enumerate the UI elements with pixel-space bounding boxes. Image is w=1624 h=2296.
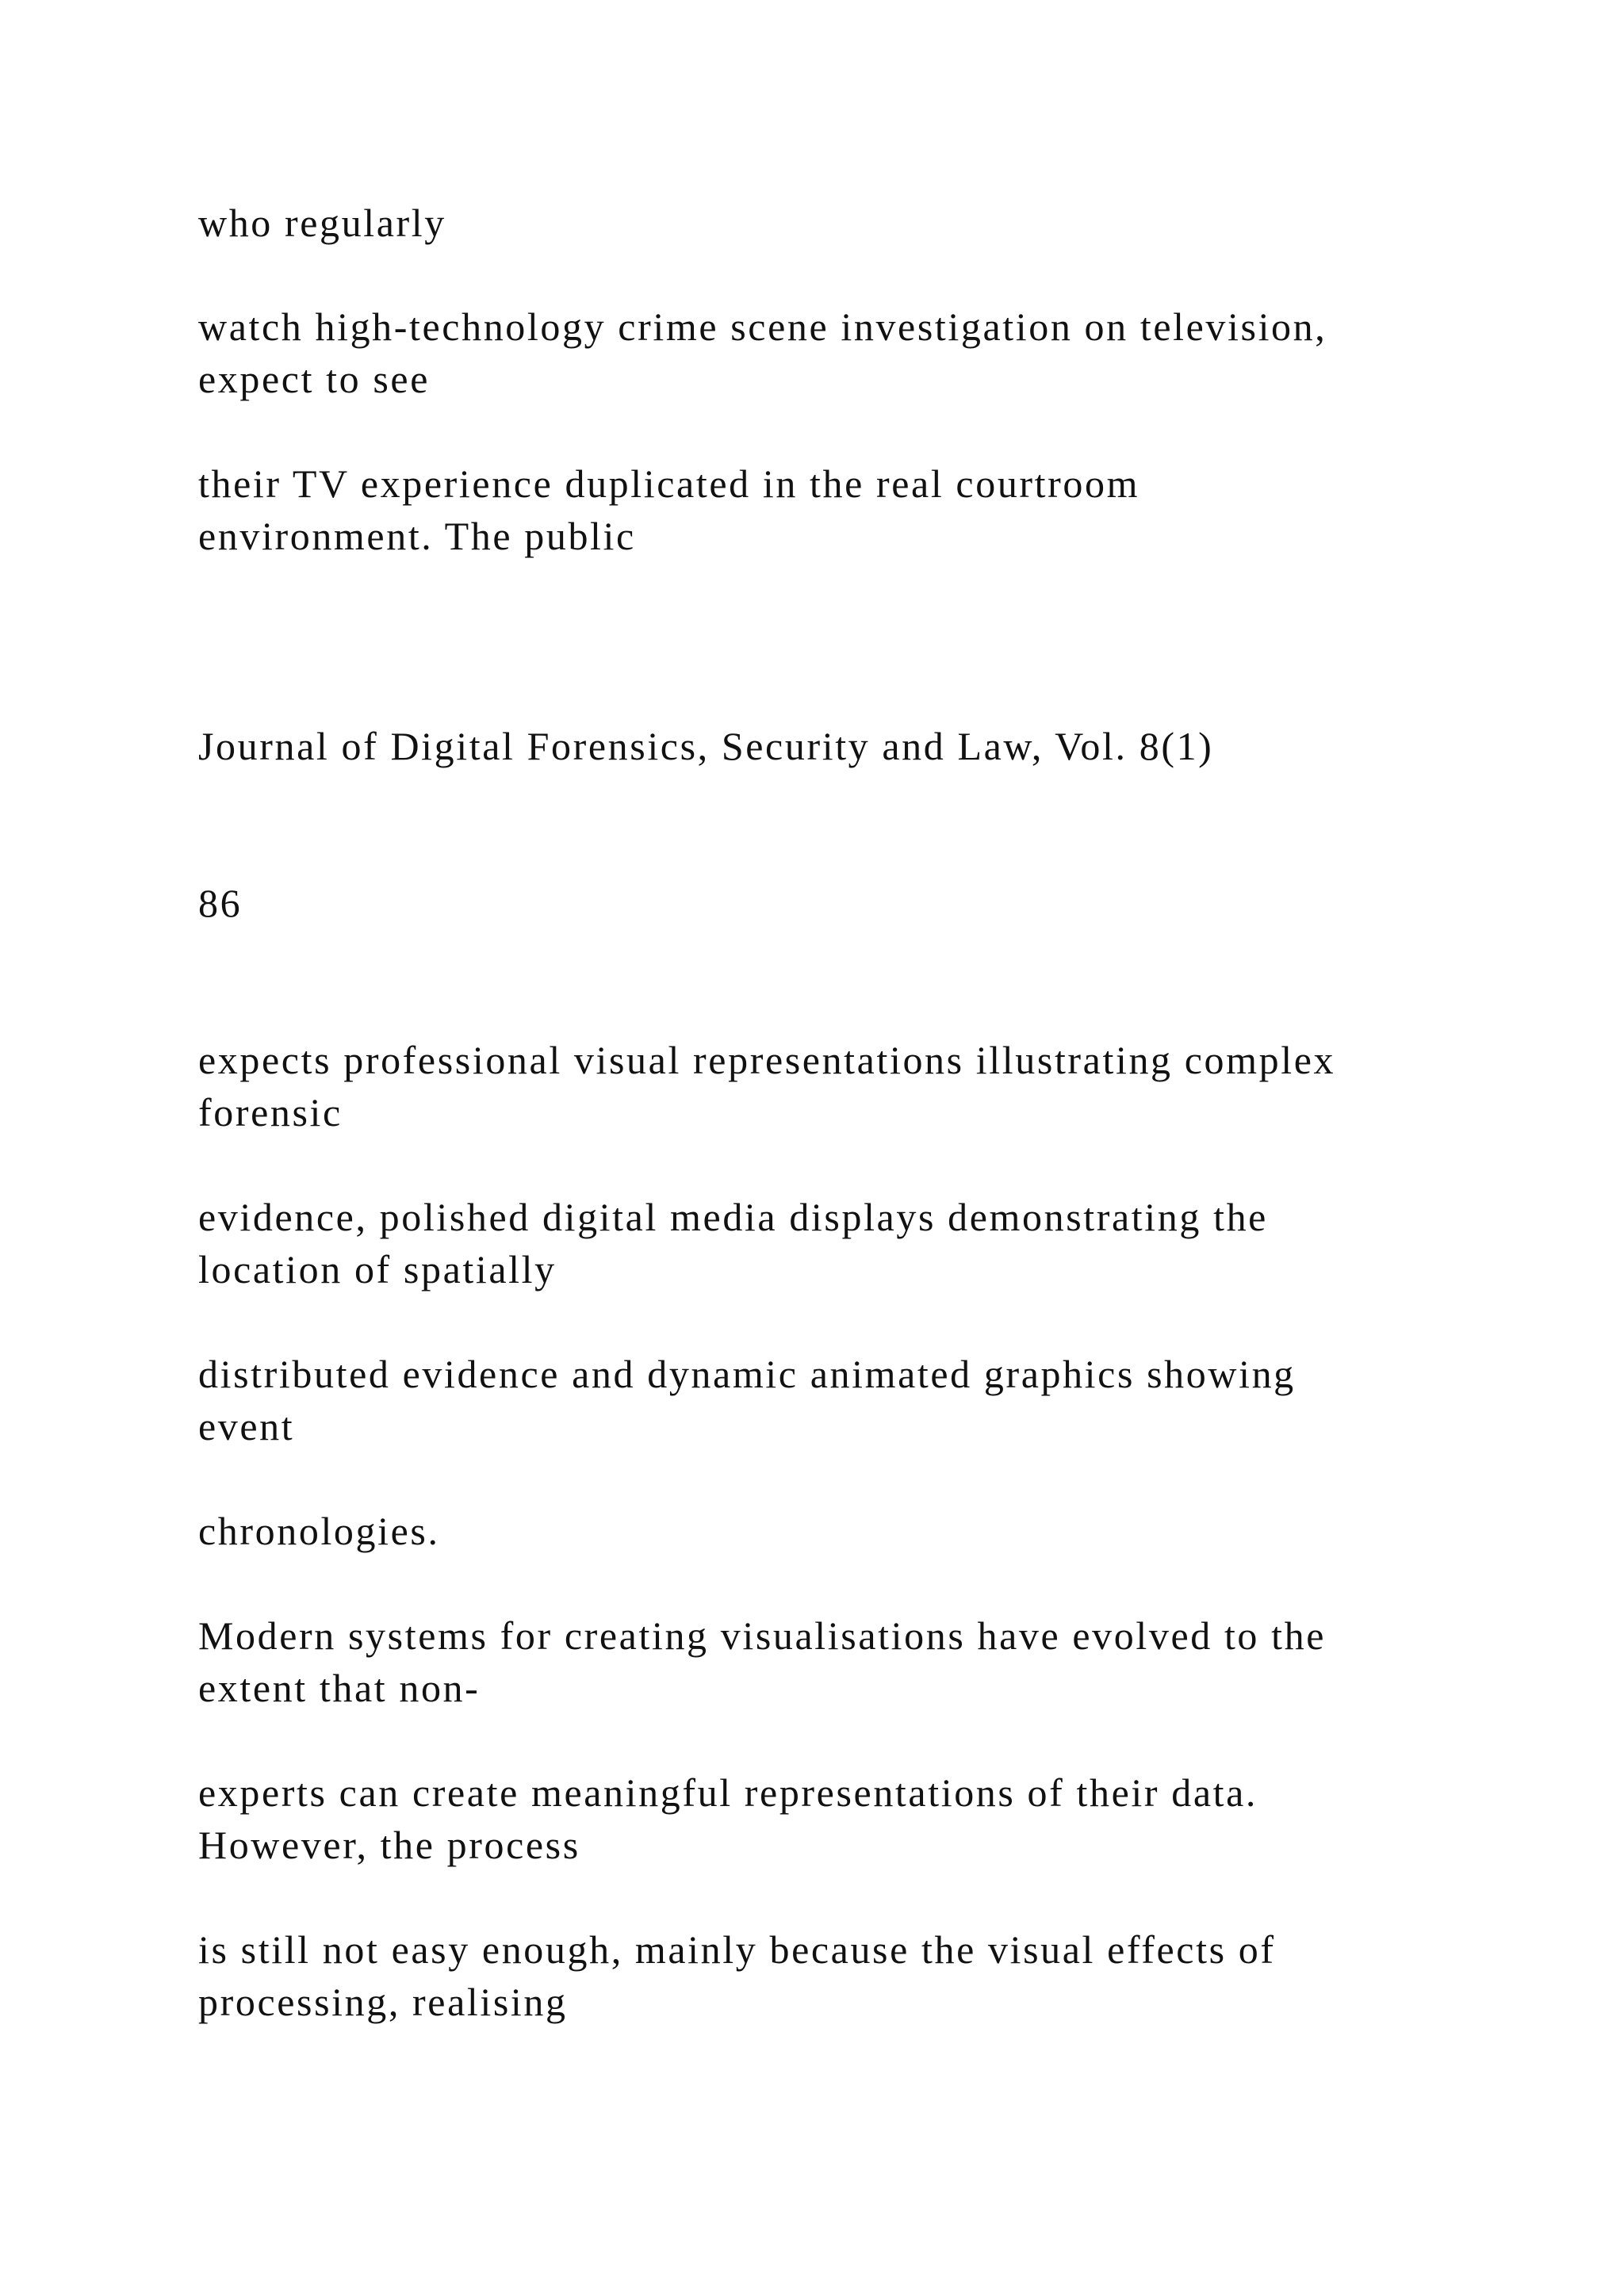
- paragraph-tv-experience: [198, 457, 1507, 562]
- text-line: experts can create meaningful representations of their data.: [198, 1770, 1258, 1815]
- paragraph-experts: [198, 1766, 1507, 1871]
- text-line: evidence, polished digital media displays demonstrating the: [198, 1195, 1268, 1239]
- text-line: location of spatially: [198, 1247, 557, 1292]
- text-line: processing, realising: [198, 1980, 568, 2024]
- text-line: is still not easy enough, mainly because the visual effects of: [198, 1927, 1276, 1972]
- journal-header: [198, 720, 1507, 772]
- paragraph-modern-systems: [198, 1609, 1507, 1714]
- paragraph-evidence-polished: [198, 1191, 1507, 1295]
- text-line: expects professional visual representations illustrating complex: [198, 1038, 1336, 1082]
- text-line: chronologies.: [198, 1509, 440, 1553]
- text-line: environment. The public: [198, 514, 636, 558]
- page-number-text: 86: [198, 881, 243, 925]
- paragraph-still-not-easy: [198, 1923, 1507, 2028]
- paragraph-who-regularly: [198, 197, 1507, 249]
- text-line: who regularly: [198, 201, 446, 245]
- text-line: distributed evidence and dynamic animated graphics showing: [198, 1352, 1296, 1396]
- page-number: [198, 877, 1507, 929]
- text-line: forensic: [198, 1090, 343, 1135]
- journal-title: Journal of Digital Forensics, Security and Law, Vol. 8(1): [198, 724, 1214, 768]
- text-line: watch high-technology crime scene investigation on television,: [198, 304, 1327, 349]
- text-line: Modern systems for creating visualisations have evolved to the: [198, 1613, 1327, 1658]
- paragraph-chronologies: [198, 1505, 1507, 1557]
- paragraph-watch-technology: [198, 300, 1507, 405]
- paragraph-distributed-evidence: [198, 1348, 1507, 1452]
- paragraph-expects-professional: [198, 1034, 1507, 1138]
- text-line: extent that non-: [198, 1666, 481, 1710]
- text-line: their TV experience duplicated in the real courtroom: [198, 461, 1140, 506]
- text-line: event: [198, 1404, 295, 1448]
- text-line: However, the process: [198, 1823, 580, 1867]
- text-line: expect to see: [198, 357, 431, 401]
